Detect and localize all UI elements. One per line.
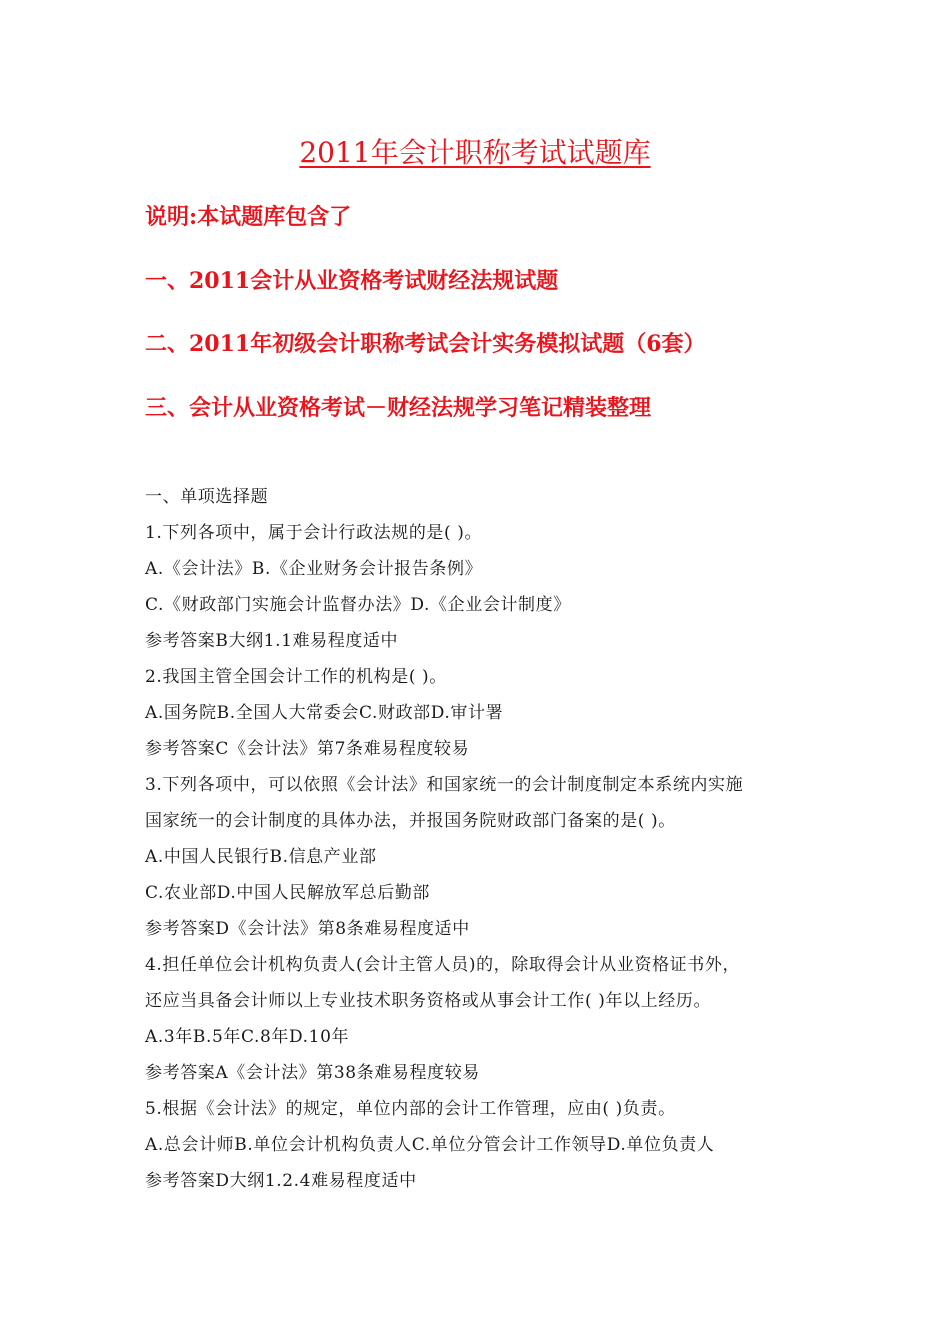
answer-line: 参考答案B大纲1.1难易程度适中 [145, 631, 399, 651]
question-options: A.中国人民银行B.信息产业部 [145, 847, 377, 867]
intro-line: 二、2011年初级会计职称考试会计实务模拟试题（6套） [145, 331, 706, 357]
intro-line: 一、2011会计从业资格考试财经法规试题 [145, 268, 559, 294]
document-title: 2011年会计职称考试试题库 [299, 136, 651, 169]
question-options: C.农业部D.中国人民解放军总后勤部 [145, 883, 431, 903]
section-heading: 一、单项选择题 [145, 487, 269, 507]
question-options: A.《会计法》B.《企业财务会计报告条例》 [145, 559, 483, 579]
question-text: 1.下列各项中，属于会计行政法规的是( )。 [145, 523, 483, 543]
intro-line: 说明:本试题库包含了 [145, 204, 352, 230]
question-options: A.总会计师B.单位会计机构负责人C.单位分管会计工作领导D.单位负责人 [145, 1135, 715, 1155]
answer-line: 参考答案D《会计法》第8条难易程度适中 [145, 919, 470, 939]
question-text: 国家统一的会计制度的具体办法，并报国务院财政部门备案的是( )。 [145, 811, 676, 831]
question-text: 4.担任单位会计机构负责人(会计主管人员)的，除取得会计从业资格证书外， [145, 955, 741, 975]
question-text: 2.我国主管全国会计工作的机构是( )。 [145, 667, 447, 687]
answer-line: 参考答案C《会计法》第7条难易程度较易 [145, 739, 470, 759]
question-options: A.国务院B.全国人大常委会C.财政部D.审计署 [145, 703, 504, 723]
question-text: 还应当具备会计师以上专业技术职务资格或从事会计工作( )年以上经历。 [145, 991, 712, 1011]
question-text: 3.下列各项中，可以依照《会计法》和国家统一的会计制度制定本系统内实施 [145, 775, 744, 795]
answer-line: 参考答案A《会计法》第38条难易程度较易 [145, 1063, 480, 1083]
question-text: 5.根据《会计法》的规定，单位内部的会计工作管理，应由( )负责。 [145, 1099, 676, 1119]
answer-line: 参考答案D大纲1.2.4难易程度适中 [145, 1171, 417, 1191]
intro-line: 三、会计从业资格考试－财经法规学习笔记精装整理 [145, 395, 652, 421]
question-options: A.3年B.5年C.8年D.10年 [145, 1027, 350, 1047]
question-options: C.《财政部门实施会计监督办法》D.《企业会计制度》 [145, 595, 571, 615]
